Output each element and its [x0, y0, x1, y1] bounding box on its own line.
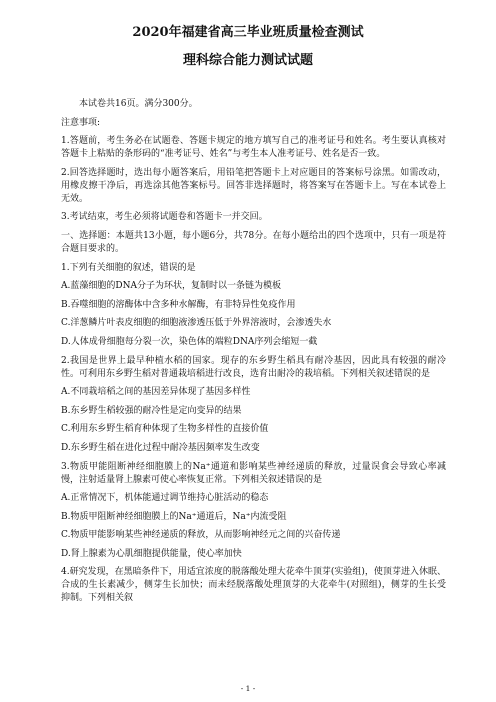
document-subtitle: 理科综合能力测试试题 — [182, 53, 313, 68]
option-b: B.物质甲阻断神经细胞膜上的Na⁺通道后，Na⁺内流受阻 — [61, 511, 287, 522]
option-d: D.人体成骨细胞每分裂一次，染色体的端粒DNA序列会缩短一截 — [61, 336, 318, 347]
document-body — [61, 98, 446, 611]
note-item: 3.考试结束，考生必须将试题卷和答题卡一并交回。 — [61, 212, 268, 223]
question-stem: 2.我国是世界上最早种植水稻的国家。现存的东乡野生稻具有耐冷基因，因此具有较强的耐冷性。可利用东乡野生稻对普通栽培稻进行改良，选育出耐冷的栽培稻。下列相关叙述错误的是 — [61, 355, 446, 379]
option-c: C.利用东乡野生稻育种体现了生物多样性的直接价值 — [61, 424, 269, 435]
question-stem: 3.物质甲能阻断神经细胞膜上的Na⁺通道和影响某些神经递质的释放，过量误食会导致心率减慢，注射适量肾上腺素可使心率恢复正常。下列相关叙述错误的是 — [61, 461, 446, 485]
option-c: C.物质甲能影响某些神经递质的释放，从而影响神经元之间的兴奋传递 — [61, 530, 341, 541]
option-a: A.不同栽培稻之间的基因差异体现了基因多样性 — [61, 387, 251, 398]
document-title: 2020年福建省高三毕业班质量检查测试 — [132, 25, 364, 40]
option-d: D.肾上腺素为心肌细胞提供能量，使心率加快 — [61, 548, 242, 559]
option-c: C.洋葱鳞片叶表皮细胞的细胞液渗透压低于外界溶液时，会渗透失水 — [61, 318, 332, 329]
section-heading: 一、选择题：本题共13小题，每小题6分，共78分。在每小题给出的四个选项中，只有一项是符合题目要求的。 — [61, 230, 446, 254]
question-stem: 4.研究发现，在黑暗条件下，用适宜浓度的脱落酸处理大花牵牛顶芽(实验组)，使顶芽进入休眠、合成的生长素减少，侧芽生长加快；而未经脱落酸处理顶芽的大花牵牛(对照组)，侧芽的生长受抑制。下列相关叙 — [61, 567, 446, 604]
option-a: A.蓝藻细胞的DNA分子为环状，复制时以一条链为模板 — [61, 281, 281, 292]
intro-text: 本试卷共16页。满分300分。 — [79, 99, 198, 109]
note-item: 2.回答选择题时，选出每小题答案后，用铅笔把答题卡上对应题目的答案标号涂黑。如需改动，用橡皮擦干净后，再选涂其他答案标号。回答非选择题时，将答案写在答题卡上。写在本试卷上无效。 — [61, 167, 446, 204]
note-item: 1.答题前，考生务必在试题卷、答题卡规定的地方填写自己的准考证号和姓名。考生要认真核对答题卡上粘贴的条形码的“准考证号、姓名”与考生本人准考证号、姓名是否一致。 — [61, 136, 446, 160]
option-a: A.正常情况下，机体能通过调节维持心脏活动的稳态 — [61, 493, 269, 504]
option-b: B.东乡野生稻较强的耐冷性是定向变异的结果 — [61, 405, 242, 416]
page-number: - 1 - — [240, 684, 256, 693]
option-b: B.吞噬细胞的溶酶体中含多种水解酶，有非特异性免疫作用 — [61, 299, 296, 310]
question-stem: 1.下列有关细胞的叙述，错误的是 — [61, 262, 196, 273]
notes-heading: 注意事项: — [61, 117, 101, 128]
option-d: D.东乡野生稻在进化过程中耐冷基因频率发生改变 — [61, 442, 260, 453]
